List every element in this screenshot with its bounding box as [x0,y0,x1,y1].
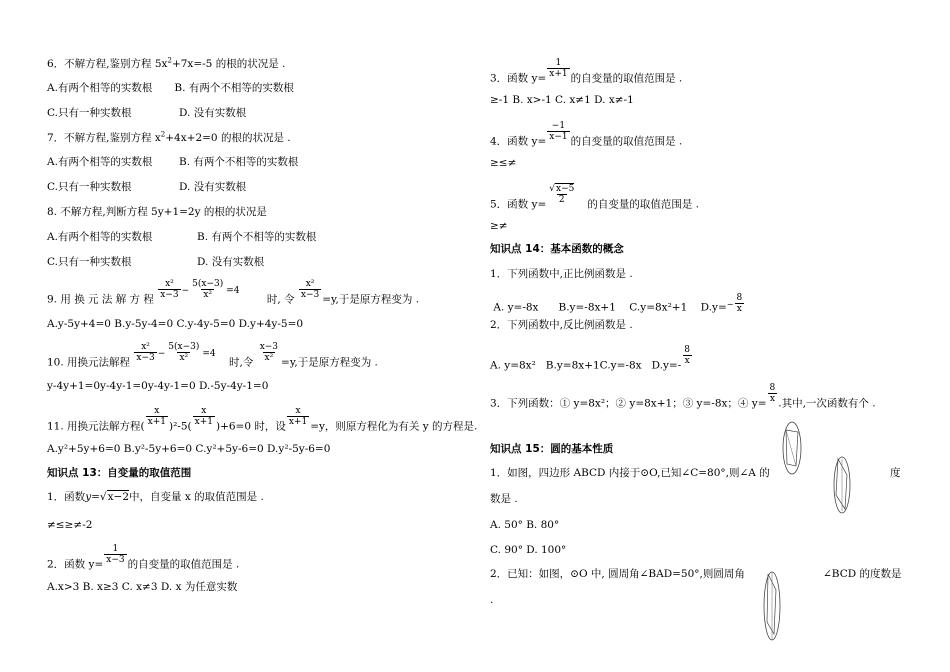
question-11: 11. 用换元法解方程( $\frac{x}{x+1}$ )²-5( $\frac{x}{x+1}$ )+6=0 时，设 $\frac{x}{x+1}$ =y，则原方程化为有关 y 的方程是. [47,406,478,433]
fraction: $\frac{8}{x}$ [769,383,776,404]
q7-options-cd: C.只有一种实数根 D. 没有实数根 [47,181,247,193]
fraction: $\frac{5(x-3)}{\text{x²}}$ [168,342,200,363]
fraction: $\frac{-1}{x-1}$ [549,121,568,142]
q6-options-cd: C.只有一种实数根 D. 没有实数根 [47,107,247,119]
q9-options: A.y-5y+4=0 B.y-5y-4=0 C.y-4y-5=0 D.y+4y-5=0 [47,318,304,330]
circle-question-1: 1．如图，四边形 ABCD 内接于⊙O,已知∠C=80°,则∠A 的 [490,467,770,479]
function-question-3: 3．下列函数：① y=8x²；② y=8x+1；③ y=-8x；④ y= $\frac{8}{x}$ .其中,一次函数有个 . [490,383,876,410]
circle-figure-1 [780,420,804,476]
fraction: $\frac{x-3}{\text{x²}}$ [259,342,279,363]
function-question-2: 2．下列函数中,反比例函数是 . [490,319,633,331]
right-question-5-answer: ≥≠ [490,220,508,232]
fraction: $\frac{\text{x²}}{x-3}$ [136,342,155,363]
section-heading-14: 知识点 14：基本函数的概念 [490,243,624,255]
circle-question-1-options-cd: C. 90° D. 100° [490,544,567,556]
q8-options-ab: A.有两个相等的实数根 B. 有两个不相等的实数根 [47,231,317,243]
fraction: $\frac{√x-5}{2}$ [549,184,575,205]
right-question-4: 4．函数 y= $\frac{-1}{x-1}$ 的自变量的取值范围是 . [490,121,683,148]
circle-question-2: 2．已知：如图，⊙O 中, 圆周角∠BAD=50°,则圆周角 [490,568,745,580]
right-question-3-options: ≥-1 B. x>-1 C. x≠1 D. x≠-1 [490,94,634,106]
section-heading-15: 知识点 15：圆的基本性质 [490,443,614,455]
sqrt-icon: √ [549,184,555,194]
sub-question-2: 2．函数 y= $\frac{1}{x-3}$ 的自变量的取值范围是 . [47,544,240,571]
function-question-2-options: A. y=8x² B.y=8x+1C.y=-8x D.y=- $\frac{8}{x}$ [490,345,690,372]
section-heading-13: 知识点 13：自变量的取值范围 [47,467,192,479]
fraction: $\frac{8}{x}$ [736,293,743,314]
circle-question-1-options-ab: A. 50° B. 80° [490,519,560,531]
q10-options: y-4y+1=0y-4y-1=0y-4y-1=0 D.-5y-4y-1=0 [47,380,269,392]
q8-options-cd: C.只有一种实数根 D. 没有实数根 [47,256,265,268]
question-7: 7．不解方程,鉴别方程 $x^2+4x+2=0$ 的根的状况是 . [47,130,291,144]
fraction: $\frac{1}{x+1}$ [549,58,568,79]
right-question-3: 3．函数 y= $\frac{1}{x+1}$ 的自变量的取值范围是 . [490,58,683,85]
function-question-1-options: A. y=-8x B.y=-8x+1 C.y=8x²+1 D.y=− $\frac{8}{x}$ [490,293,743,314]
right-question-4-answer: ≥≤≠ [490,157,517,169]
circle-question-2-tail: ∠BCD 的度数是 [823,568,902,580]
fraction: $\frac{5(x-3)}{\text{x²}}$ [192,279,224,300]
function-question-1: 1．下列函数中,正比例函数是 . [490,268,633,280]
fraction: $\frac{\text{x²}}{x-3}$ [300,279,320,300]
right-question-5: 5．函数 y= $\frac{√x-5}{2}$ 的自变量的取值范围是 . [490,184,700,211]
fraction: $\frac{8}{x}$ [684,345,690,366]
question-8: 8. 不解方程,判断方程 5y+1=2y 的根的状况是 [47,206,267,218]
circle-figure-3 [760,568,784,644]
q6-options-ab: A.有两个相等的实数根 B. 有两个不相等的实数根 [47,82,294,94]
fraction: $\frac{x}{x+1}$ [147,406,166,427]
question-10: 10. 用换元法解程 $\frac{\text{x²}}{x-3}$ − $\frac{5(x-3)}{\text{x²}}$ =4 时,令 $\frac{x-3}{\text{x²}}$ =y,于是原方程变为 . [47,342,378,369]
sqrt-icon: √ [99,491,107,503]
circle-question-1-line2: 数是 . [490,493,518,505]
circle-question-1-tail: 度 [890,467,901,479]
question-9: 9. 用 换 元 法 解 方 程 $\frac{\text{x²}}{x-3}$ − $\frac{5(x-3)}{\text{x²}}$ =4 时, 令 $\frac{\text{x²}}{x-3}$ =y,于是原方程变为 . [47,279,420,306]
fraction: $\frac{\text{x²}}{x-3}$ [160,279,179,300]
fraction: $\frac{1}{x-3}$ [106,544,125,565]
q11-options: A.y²+5y+6=0 B.y²-5y+6=0 C.y²+5y-6=0 D.y²-5y-6=0 [47,443,331,455]
circle-question-2-line2: . [490,594,494,606]
sub-question-1: 1．函数y=√x−2中，自变量 x 的取值范围是 . [47,491,264,503]
circle-figure-2 [830,455,854,515]
q7-options-ab: A.有两个相等的实数根 B. 有两个不相等的实数根 [47,156,299,168]
fraction: $\frac{x}{x+1}$ [194,406,213,427]
sub-question-1-answer: ≠≤≥≠-2 [47,519,93,531]
sub-question-2-options: A.x>3 B. x≥3 C. x≠3 D. x 为任意实数 [47,581,238,593]
fraction: $\frac{x}{x+1}$ [288,406,308,427]
question-6: 6．不解方程,鉴别方程 $5x^2+7x=-5$ 的根的状况是 . [47,56,286,70]
